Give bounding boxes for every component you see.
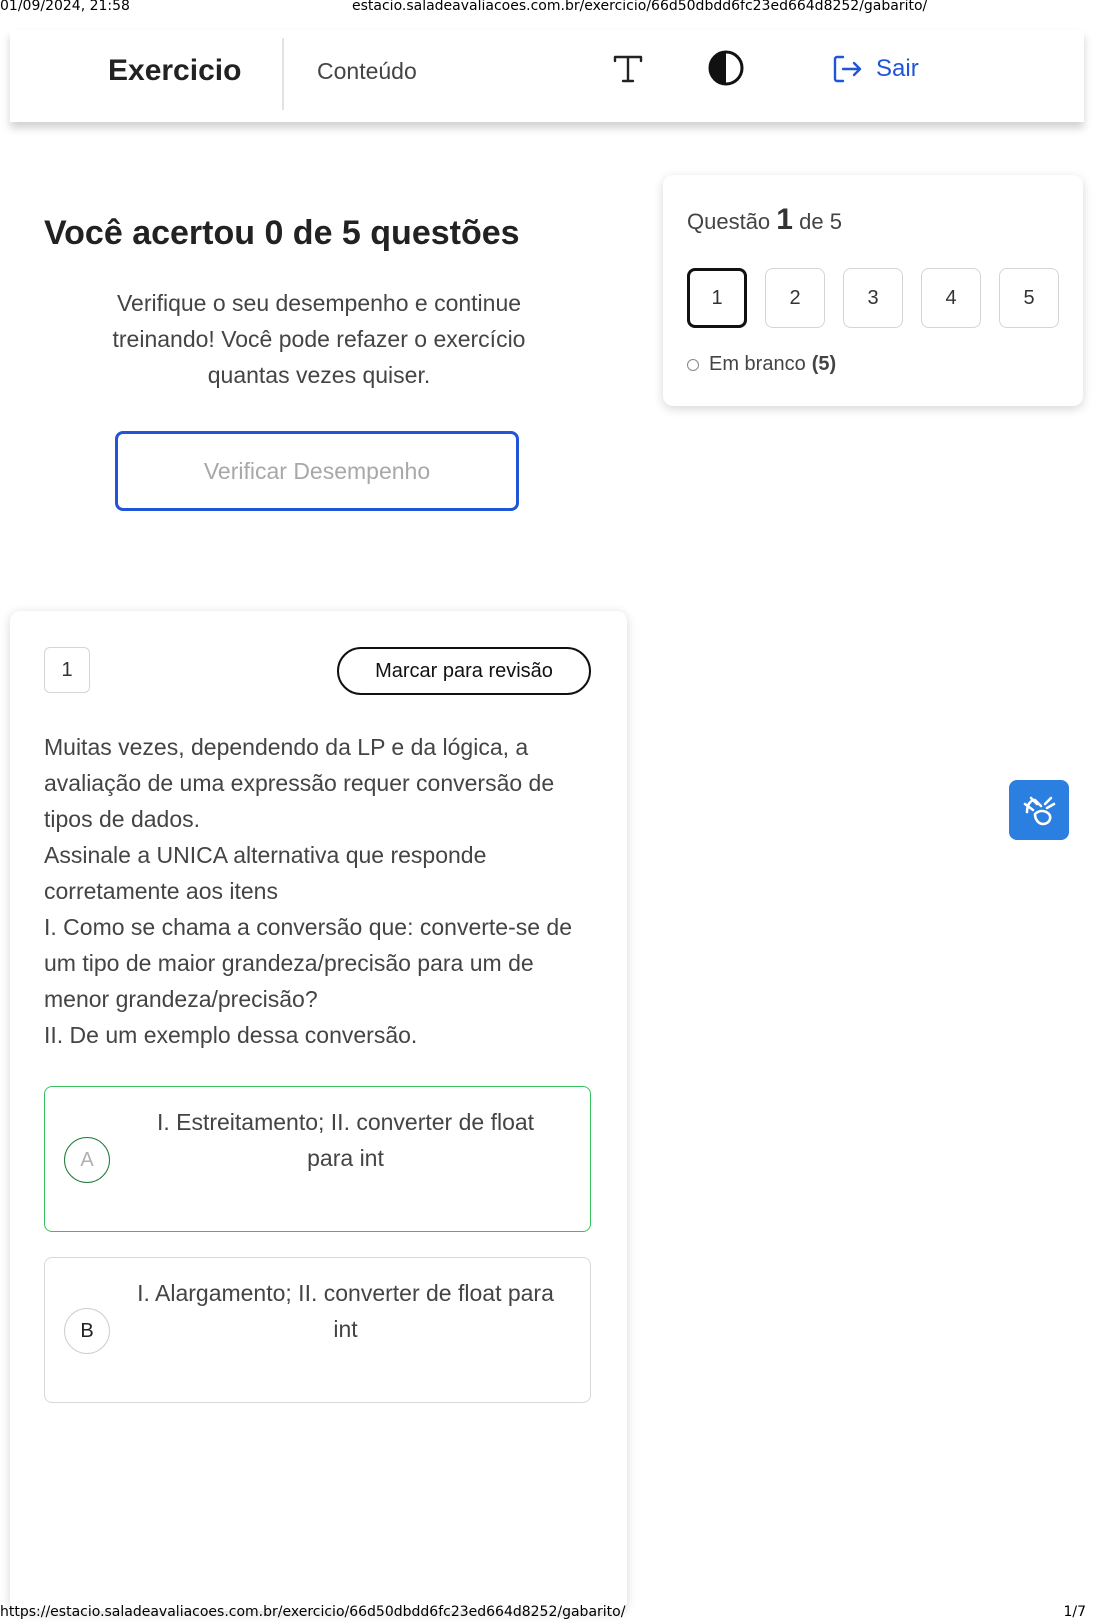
print-page-count: 1/7	[1063, 1604, 1086, 1620]
question-paragraph: Assinale a UNICA alternativa que responde corretamente aos itens	[44, 842, 487, 904]
print-footer	[0, 1604, 1094, 1622]
question-counter-current: 1	[776, 203, 793, 236]
print-page-title: estacio.saladeavaliacoes.com.br/exercicio/66d50dbdd6fc23ed664d8252/gabarito/	[352, 0, 928, 14]
question-nav-button-5[interactable]: 5	[999, 268, 1059, 328]
navbar-divider	[282, 38, 284, 110]
option-letter: B	[64, 1308, 110, 1354]
verify-performance-button[interactable]: Verificar Desempenho	[115, 431, 519, 511]
option-a[interactable]	[44, 1086, 591, 1232]
logout-label: Sair	[876, 55, 919, 82]
option-letter: A	[64, 1137, 110, 1183]
question-counter-suffix: de 5	[799, 209, 842, 234]
result-title: Você acertou 0 de 5 questões	[44, 214, 520, 252]
nav-content-link[interactable]: Conteúdo	[317, 58, 417, 84]
print-header	[0, 0, 1094, 16]
option-text: I. Alargamento; II. converter de float para int	[137, 1280, 554, 1342]
question-counter-prefix: Questão	[687, 209, 771, 234]
blank-status-label: Em branco	[709, 353, 806, 375]
top-navbar	[10, 30, 1084, 122]
sign-language-icon	[1019, 790, 1059, 830]
font-size-button[interactable]	[608, 48, 648, 88]
contrast-button[interactable]	[706, 48, 746, 88]
blank-status	[687, 353, 836, 376]
question-card	[10, 611, 627, 1611]
font-size-icon	[611, 51, 645, 85]
result-message: Verifique o seu desempenho e continue treinando! Você pode refazer o exercício quantas vezes quiser.	[112, 290, 526, 388]
contrast-icon	[707, 49, 745, 87]
question-counter	[687, 203, 842, 237]
mark-for-review-button[interactable]: Marcar para revisão	[337, 647, 591, 695]
option-text: I. Estreitamento; II. converter de float para int	[156, 1109, 535, 1171]
question-nav-button-1[interactable]: 1	[687, 268, 747, 328]
question-nav-button-2[interactable]: 2	[765, 268, 825, 328]
brand-title: Exercicio	[108, 54, 242, 87]
print-url: https://estacio.saladeavaliacoes.com.br/exercicio/66d50dbdd6fc23ed664d8252/gabarito/	[0, 1604, 626, 1620]
print-datetime: 01/09/2024, 21:58	[0, 0, 130, 14]
question-paragraph: I. Como se chama a conversão que: converte-se de um tipo de maior grandeza/precisão para um de menor grandeza/precisão?	[44, 914, 573, 1012]
question-paragraph: II. De um exemplo dessa conversão.	[44, 1022, 418, 1048]
logout-icon	[830, 52, 864, 86]
option-b[interactable]	[44, 1257, 591, 1403]
blank-status-dot-icon	[687, 359, 699, 371]
question-nav-button-4[interactable]: 4	[921, 268, 981, 328]
question-number-badge: 1	[44, 647, 90, 693]
question-paragraph: Muitas vezes, dependendo da LP e da lógica, a avaliação de uma expressão requer conversão de tipos de dados.	[44, 734, 555, 832]
sign-language-button[interactable]	[1009, 780, 1069, 840]
question-nav-button-3[interactable]: 3	[843, 268, 903, 328]
question-navigator	[663, 175, 1083, 406]
question-statement	[44, 729, 594, 1053]
blank-status-count: (5)	[811, 353, 837, 375]
logout-button[interactable]	[830, 52, 919, 86]
